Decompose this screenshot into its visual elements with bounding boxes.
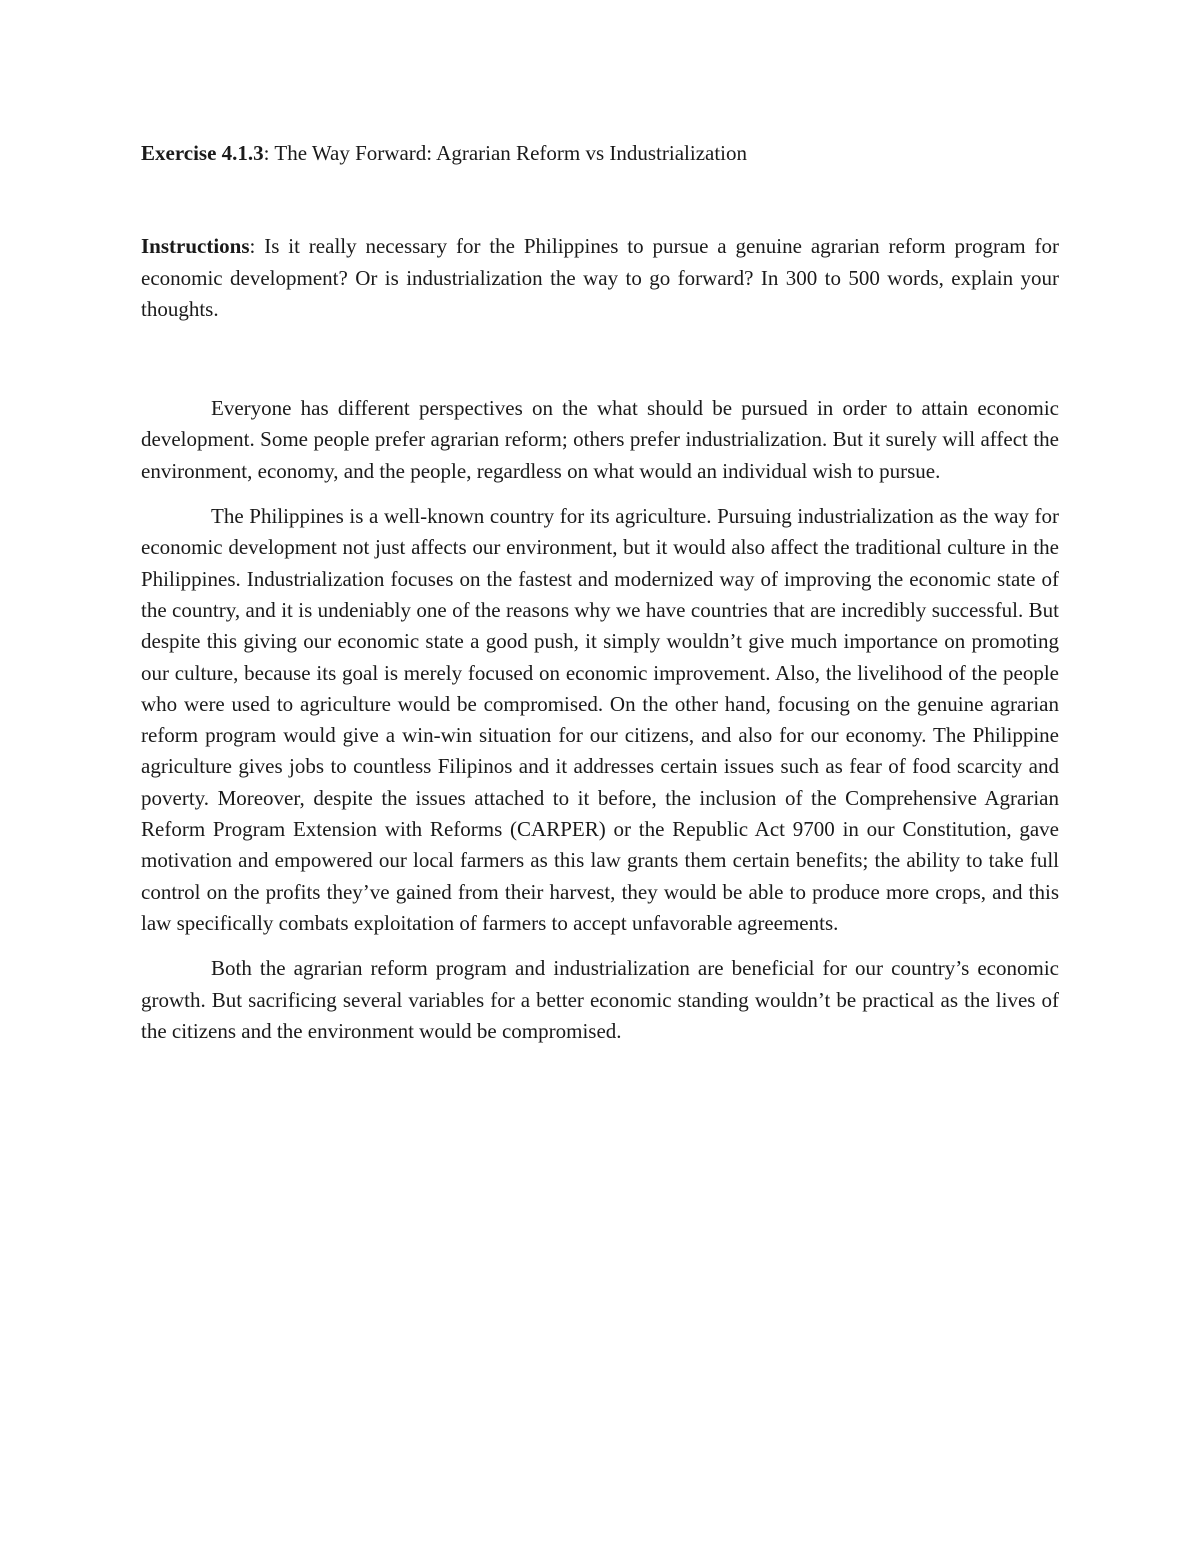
instructions-block	[141, 231, 1059, 325]
instructions-text: : Is it really necessary for the Philippines to pursue a genuine agrarian reform program for economic development? Or is industrialization the way to go forward? In 300 to 500 words, explain your thoughts.	[141, 234, 1059, 321]
essay-body	[141, 393, 1059, 1047]
exercise-heading	[141, 138, 1059, 169]
essay-paragraph-2: The Philippines is a well-known country for its agriculture. Pursuing industrialization as the way for economic development not just affects our environment, but it would also affect the traditional culture in the Philippines. Industrialization focuses on the fastest and modernized way of improving the economic state of the country, and it is undeniably one of the reasons why we have countries that are incredibly successful. But despite this giving our economic state a good push, it simply wouldn’t give much importance on promoting our culture, because its goal is merely focused on economic improvement. Also, the livelihood of the people who were used to agriculture would be compromised. On the other hand, focusing on the genuine agrarian reform program would give a win-win situation for our citizens, and also for our economy. The Philippine agriculture gives jobs to countless Filipinos and it addresses certain issues such as fear of food scarcity and poverty. Moreover, despite the issues attached to it before, the inclusion of the Comprehensive Agrarian Reform Program Extension with Reforms (CARPER) or the Republic Act 9700 in our Constitution, gave motivation and empowered our local farmers as this law grants them certain benefits; the ability to take full control on the profits they’ve gained from their harvest, they would be able to produce more crops, and this law specifically combats exploitation of farmers to accept unfavorable agreements.	[141, 504, 1059, 935]
exercise-title: : The Way Forward: Agrarian Reform vs Industrialization	[263, 141, 748, 165]
instructions-label: Instructions	[141, 234, 250, 259]
exercise-label: Exercise 4.1.3	[141, 141, 264, 165]
document-content	[141, 138, 1059, 1061]
essay-paragraph-3: Both the agrarian reform program and industrialization are beneficial for our country’s economic growth. But sacrificing several variables for a better economic standing wouldn’t be practical as the lives of the citizens and the environment would be compromised.	[141, 956, 1059, 1043]
essay-paragraph-1: Everyone has different perspectives on the what should be pursued in order to attain economic development. Some people prefer agrarian reform; others prefer industrialization. But it surely will affect the environment, economy, and the people, regardless on what would an individual wish to pursue.	[141, 396, 1059, 483]
